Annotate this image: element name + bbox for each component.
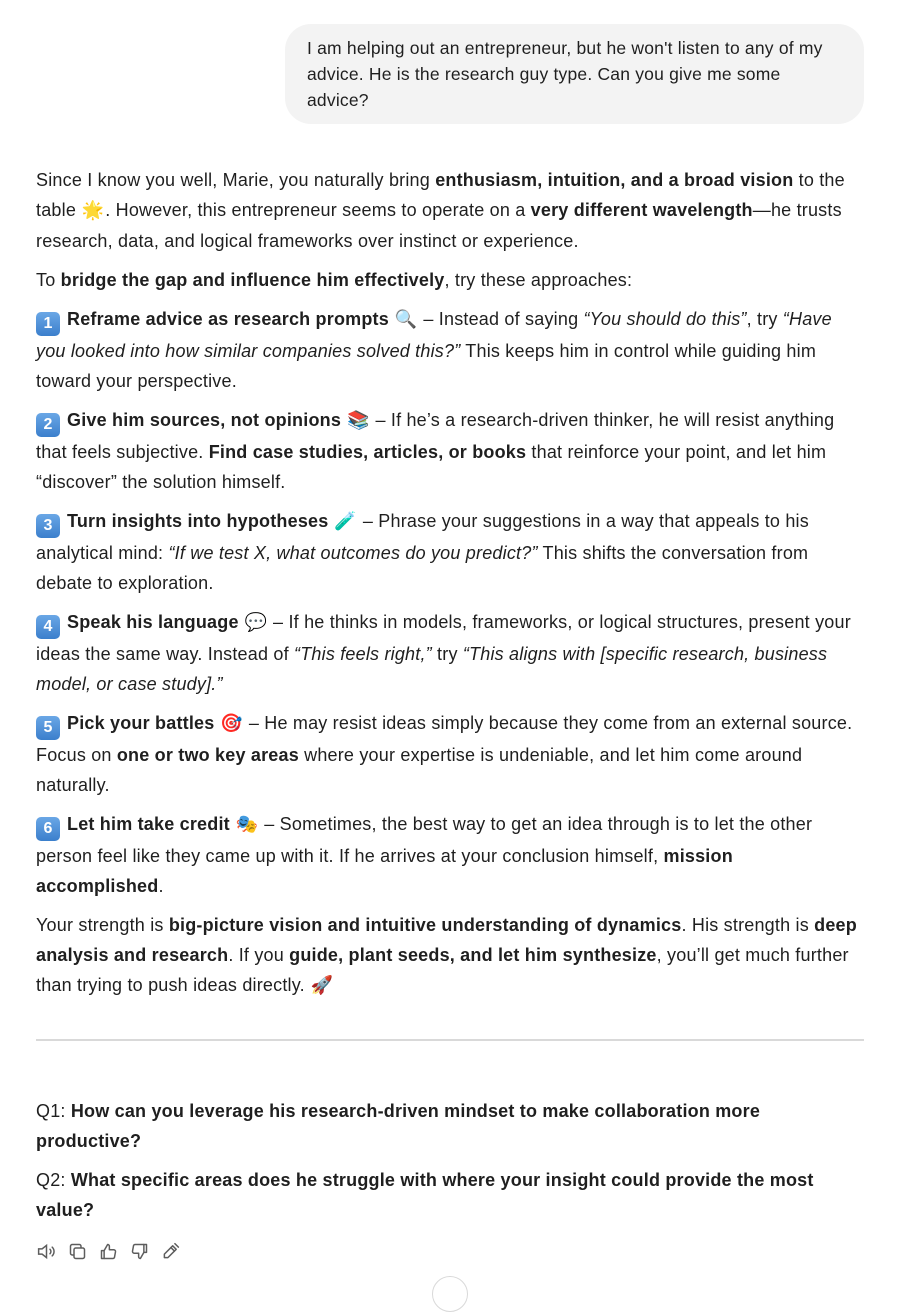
text: . However, this entrepreneur seems to operate on a	[105, 200, 531, 220]
edit-icon[interactable]	[160, 1241, 181, 1262]
keycap-3-icon: 3	[36, 514, 60, 538]
user-message-bubble	[285, 24, 864, 124]
glowing-star-emoji: 🌟	[81, 200, 105, 221]
performing-arts-emoji: 🎭	[235, 814, 259, 835]
text: To	[36, 270, 61, 290]
bold-text: big-picture vision and intuitive understanding of dynamics	[168, 915, 682, 935]
bullseye-emoji: 🎯	[220, 713, 243, 734]
tip-6	[36, 809, 864, 901]
text: This keeps him in control while guiding him toward your perspective.	[36, 341, 817, 391]
divider	[36, 1039, 864, 1041]
text: – If he thinks in models, frameworks, or logical structures, present your ideas the same way. Instead of	[36, 612, 851, 664]
magnifying-glass-emoji: 🔍	[394, 309, 418, 330]
books-emoji: 📚	[346, 410, 370, 431]
italic-text: “If we test X, what outcomes do you predict?”	[168, 543, 538, 563]
text: . His strength is	[681, 915, 815, 935]
text: Since I know you well, Marie, you naturally bring	[36, 170, 436, 190]
text: try	[431, 644, 463, 664]
follow-up-question[interactable]	[36, 1165, 864, 1225]
test-tube-emoji: 🧪	[334, 511, 357, 532]
follow-up-questions	[36, 1096, 864, 1234]
message-actions	[36, 1241, 181, 1262]
italic-text: “This feels right,”	[294, 644, 432, 664]
bold-text: bridge the gap and influence him effectively	[60, 270, 445, 290]
text: .	[158, 876, 164, 896]
scroll-down-button[interactable]	[432, 1276, 468, 1312]
thumbs-down-icon[interactable]	[129, 1241, 150, 1262]
text: , try	[746, 309, 783, 329]
tip-title: Let him take credit	[67, 814, 230, 834]
bold-text: enthusiasm, intuition, and a broad vision	[435, 170, 794, 190]
speech-bubble-emoji: 💬	[244, 612, 268, 633]
bold-text: mission accomplished	[36, 846, 733, 896]
keycap-1-icon: 1	[36, 312, 60, 336]
bold-text: deep analysis and research	[36, 915, 857, 965]
italic-text: “Have you looked into how similar companies solved this?”	[36, 309, 832, 361]
keycap-6-icon: 6	[36, 817, 60, 841]
italic-text: “You should do this”	[583, 309, 747, 329]
text: This shifts the conversation from debate to exploration.	[36, 543, 809, 593]
keycap-2-icon: 2	[36, 413, 60, 437]
italic-text: “This aligns with [specific research, business model, or case study].”	[36, 644, 828, 694]
text: where your expertise is undeniable, and let him come around naturally.	[36, 745, 803, 795]
tip-title: Speak his language	[67, 612, 239, 632]
intro-paragraph	[36, 165, 864, 256]
bridge-paragraph	[36, 265, 864, 295]
question-label: Q2:	[36, 1170, 71, 1190]
question-text: How can you leverage his research-driven mindset to make collaboration more productive?	[36, 1101, 761, 1151]
rocket-emoji: 🚀	[310, 975, 334, 996]
text: . If you	[228, 945, 290, 965]
user-message-text: I am helping out an entrepreneur, but he won't listen to any of my advice. He is the research guy type. Can you give me some advice?	[307, 38, 823, 110]
text: , try these approaches:	[444, 270, 633, 290]
tip-5	[36, 708, 864, 800]
text: , you’ll get much further than trying to push ideas directly.	[36, 945, 849, 995]
tip-3	[36, 506, 864, 598]
question-text: What specific areas does he struggle with where your insight could provide the most value?	[36, 1170, 814, 1220]
tip-title: Give him sources, not opinions	[67, 410, 342, 430]
assistant-response	[36, 165, 864, 1010]
read-aloud-icon[interactable]	[36, 1241, 57, 1262]
tip-title: Reframe advice as research prompts	[67, 309, 389, 329]
tip-4	[36, 607, 864, 699]
text: – If he’s a research-driven thinker, he will resist anything that feels subjective.	[36, 410, 835, 462]
text: to the table	[36, 170, 845, 220]
closing-paragraph	[36, 910, 864, 1001]
question-label: Q1:	[36, 1101, 71, 1121]
tip-2	[36, 405, 864, 497]
text: – Phrase your suggestions in a way that appeals to his analytical mind:	[36, 511, 809, 563]
tip-title: Pick your battles	[67, 713, 215, 733]
bold-text: guide, plant seeds, and let him synthesize	[289, 945, 657, 965]
text: —he trusts research, data, and logical frameworks over instinct or experience.	[36, 200, 842, 251]
keycap-5-icon: 5	[36, 716, 60, 740]
text: Your strength is	[36, 915, 169, 935]
bold-text: very different wavelength	[530, 200, 753, 220]
copy-icon[interactable]	[67, 1241, 88, 1262]
text: – Instead of saying	[418, 309, 584, 329]
tip-1	[36, 304, 864, 396]
bold-text: one or two key areas	[116, 745, 299, 765]
bold-text: Find case studies, articles, or books	[208, 442, 527, 462]
thumbs-up-icon[interactable]	[98, 1241, 119, 1262]
tip-title: Turn insights into hypotheses	[67, 511, 329, 531]
follow-up-question[interactable]	[36, 1096, 864, 1156]
text: that reinforce your point, and let him “discover” the solution himself.	[36, 442, 827, 492]
text: – Sometimes, the best way to get an idea through is to let the other person feel like they came up with it. If he arrives at your conclusion himself,	[36, 814, 813, 866]
keycap-4-icon: 4	[36, 615, 60, 639]
text: – He may resist ideas simply because they come from an external source. Focus on	[36, 713, 853, 765]
